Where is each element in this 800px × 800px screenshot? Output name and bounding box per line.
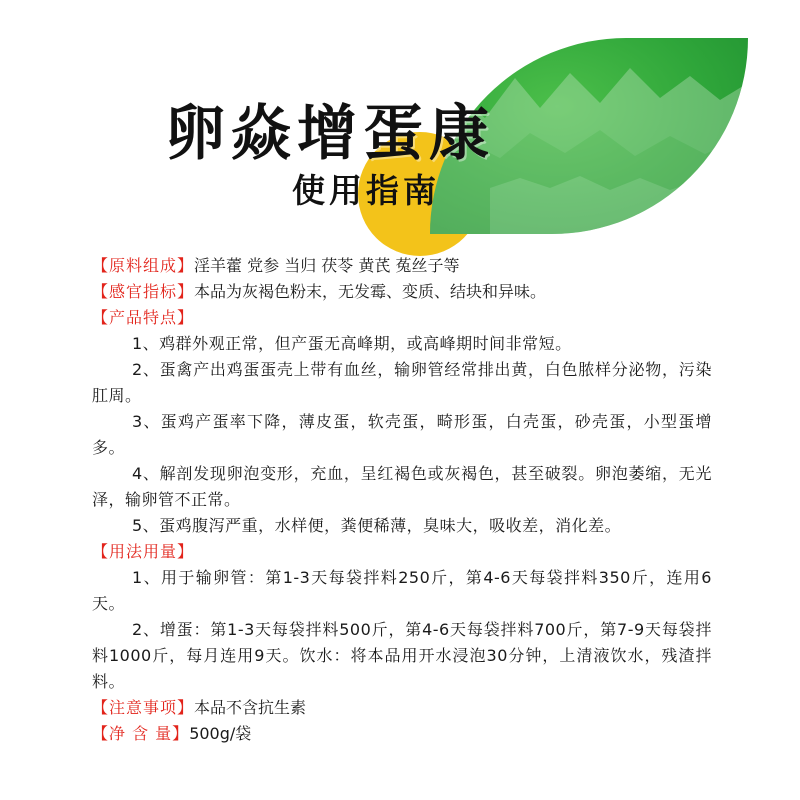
features-label: 【产品特点】	[92, 308, 195, 327]
header-graphic	[0, 0, 800, 250]
net-content-value: 500g/袋	[189, 724, 252, 743]
feature-item-2: 2、蛋禽产出鸡蛋蛋壳上带有血丝，输卵管经常排出黄，白色脓样分泌物，污染肛周。	[92, 360, 712, 405]
features-row	[92, 305, 712, 331]
notes-label: 【注意事项】	[92, 698, 195, 717]
feature-item-3: 3、蛋鸡产蛋率下降，薄皮蛋，软壳蛋，畸形蛋，白壳蛋，砂壳蛋，小型蛋增多。	[92, 412, 712, 457]
feature-item-1: 1、鸡群外观正常，但产蛋无高峰期，或高峰期时间非常短。	[132, 334, 572, 353]
ingredients-value: 淫羊藿 党参 当归 茯苓 黄芪 菟丝子等	[194, 256, 460, 275]
product-title: 卵焱增蛋康	[165, 99, 495, 169]
ingredients-label: 【原料组成】	[92, 256, 195, 275]
sensory-value: 本品为灰褐色粉末，无发霉、变质、结块和异味。	[194, 282, 547, 301]
usage-item-1: 1、用于输卵管：第1-3天每袋拌料250斤，第4-6天每袋拌料350斤，连用6天。	[92, 568, 712, 613]
sensory-row	[92, 279, 712, 305]
usage-label: 【用法用量】	[92, 542, 195, 561]
net-content-row	[92, 721, 712, 747]
usage-item-2: 2、增蛋：第1-3天每袋拌料500斤，第4-6天每袋拌料700斤，第7-9天每袋拌料1000斤，每月连用9天。饮水：将本品用开水浸泡30分钟，上清液饮水，残渣拌料。	[92, 620, 712, 691]
feature-item-5: 5、蛋鸡腹泻严重，水样便，粪便稀薄，臭味大，吸收差，消化差。	[132, 516, 622, 535]
net-content-label: 【净 含 量】	[92, 724, 190, 743]
notes-value: 本品不含抗生素	[194, 698, 307, 717]
usage-row	[92, 539, 712, 565]
guide-subtitle: 使用指南	[292, 171, 440, 210]
guide-content	[92, 253, 712, 747]
feature-item-4: 4、解剖发现卵泡变形，充血，呈红褐色或灰褐色，甚至破裂。卵泡萎缩，无光泽，输卵管不正常。	[92, 464, 712, 509]
ingredients-row	[92, 253, 712, 279]
notes-row	[92, 695, 712, 721]
sensory-label: 【感官指标】	[92, 282, 195, 301]
